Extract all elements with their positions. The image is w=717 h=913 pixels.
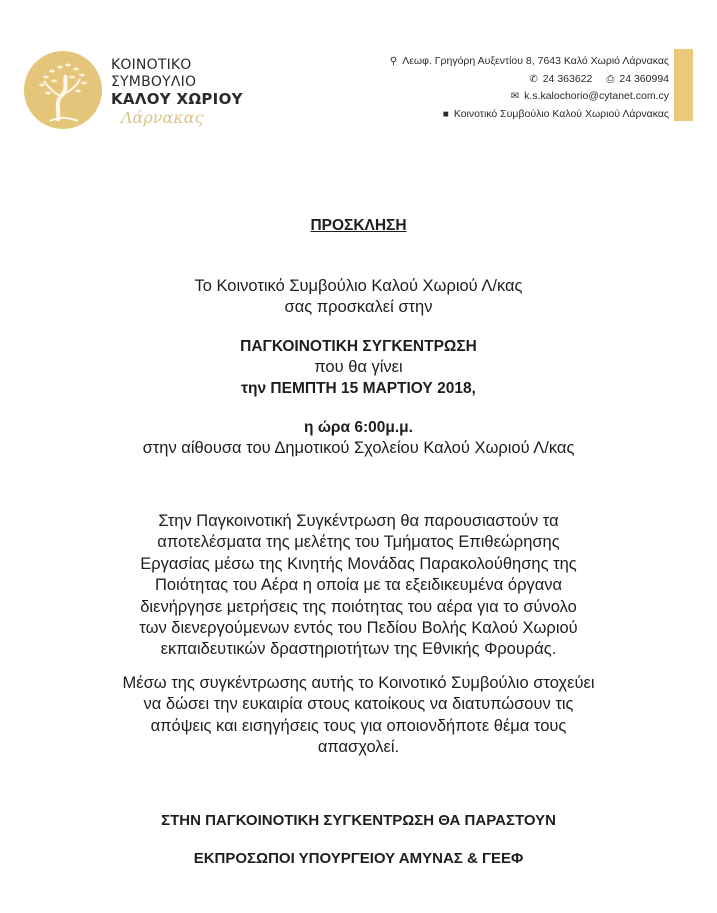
phone-icon: ✆ <box>529 73 538 85</box>
paragraph-line: διενήργησε μετρήσεις της ποιότητας του αέρα για το σύνολο <box>140 597 577 616</box>
paragraph-line: αποτελέσματα της μελέτης του Τμήματος Επιθεώρησης <box>157 533 560 552</box>
org-line-1: ΚΟΙΝΟΤΙΚΟ <box>111 57 192 73</box>
phone-number: 24 363622 <box>542 72 593 85</box>
org-line-3: ΚΑΛΟΥ ΧΩΡΙΟΥ <box>111 90 243 108</box>
intro-line: Το Κοινοτικό Συμβούλιο Καλού Χωριού Λ/κας <box>194 277 523 295</box>
org-line-2: ΣΥΜΒΟΥΛΙΟ <box>111 74 197 90</box>
event-place: στην αίθουσα του Δημοτικού Σχολείου Καλού Χωριού Λ/κας <box>142 439 575 457</box>
paragraph-2 <box>0 673 717 759</box>
fax-number: 24 360994 <box>619 72 669 85</box>
event-will-be: που θα γίνει <box>314 358 403 376</box>
event-date: την ΠΕΜΠΤΗ 15 ΜΑΡΤΙΟΥ 2018, <box>241 380 476 397</box>
paragraph-1 <box>0 511 717 661</box>
contact-block <box>390 53 669 123</box>
organization-name <box>111 57 243 126</box>
event-name: ΠΑΓΚΟΙΝΟΤΙΚΗ ΣΥΓΚΕΝΤΡΩΣΗ <box>240 338 477 355</box>
document-title: ΠΡΟΣΚΛΗΣΗ <box>310 217 407 234</box>
paragraph-line: των διενεργούμενων εντός του Πεδίου Βολής Καλού Χωριού <box>139 619 578 638</box>
address-row <box>390 53 669 71</box>
facebook-icon: ■ <box>442 108 449 120</box>
footer-line-2: ΕΚΠΡΟΣΩΠΟΙ ΥΠΟΥΡΓΕΙΟΥ ΑΜΥΝΑΣ & ΓΕΕΦ <box>193 850 524 867</box>
paragraph-line: απασχολεί. <box>317 738 400 757</box>
olive-tree-logo <box>24 51 102 129</box>
facebook-page: Κοινοτικό Συμβούλιο Καλού Χωριού Λάρνακας <box>453 107 669 120</box>
org-line-4: Λάρνακας <box>121 108 204 127</box>
intro-line: σας προσκαλεί στην <box>284 298 433 316</box>
email-icon: ✉ <box>510 91 520 102</box>
paragraph-line: Στην Παγκοινοτική Συγκέντρωση θα παρουσιαστούν τα <box>158 512 559 530</box>
footer-line-1: ΣΤΗΝ ΠΑΓΚΟΙΝΟΤΙΚΗ ΣΥΓΚΕΝΤΡΩΣΗ ΘΑ ΠΑΡΑΣΤΟΥΝ <box>161 812 556 829</box>
paragraph-line: εκπαιδευτικών δραστηριοτήτων της Εθνικής Φρουράς. <box>160 640 557 659</box>
fax-icon: ⎙ <box>606 73 615 85</box>
location-pin-icon: ⚲ <box>389 56 398 67</box>
paragraph-line: Μέσω της συγκέντρωσης αυτής το Κοινοτικό Συμβούλιο στοχεύει <box>122 674 595 692</box>
paragraph-line: απόψεις και εισηγήσεις τους για οποιονδήποτε θέμα τους <box>150 716 567 735</box>
paragraph-line: Ποιότητας του Αέρα η οποία με τα εξειδικευμένα όργανα <box>154 576 563 595</box>
event-details <box>0 336 717 459</box>
phone-row <box>390 71 669 89</box>
event-time: η ώρα 6:00μ.μ. <box>304 419 413 436</box>
email-address: k.s.kalochorio@cytanet.com.cy <box>524 90 669 102</box>
facebook-row <box>390 106 669 124</box>
accent-bar <box>674 49 693 121</box>
paragraph-line: να δώσει την ευκαιρία στους κατοίκους να διατυπώσουν τις <box>143 695 574 714</box>
address: Λεωφ. Γρηγόρη Αυξεντίου 8, 7643 Καλό Χωριό Λάρνακας <box>402 55 669 67</box>
intro <box>0 276 717 318</box>
paragraph-line: Εργασίας μέσω της Κινητής Μονάδας Παρακολούθησης της <box>140 554 577 573</box>
email-row <box>390 88 669 106</box>
tree-icon <box>24 51 102 129</box>
